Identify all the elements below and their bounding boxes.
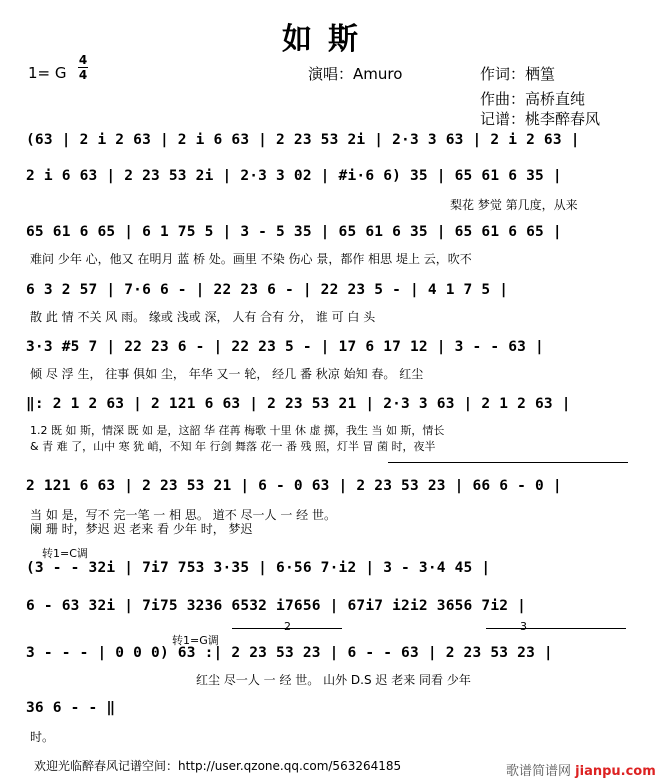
score-row-6-lyrics: 1.2 既 如 斯，情深 既 如 是，这韶 华 荏苒 梅歌 十里 休 虚 掷，我生 当 如 斯，情长 xyxy=(30,424,445,437)
transcriber-credit: 记谱：桃李醉春风 xyxy=(480,110,601,128)
score-row-10-notes: 3 - - - | 0 0 0) 63 :| 2 23 53 23 | 6 - - 63 | 2 23 53 23 | xyxy=(26,645,553,661)
score-row-2-lyrics: 梨花 梦觉 第几度，从来 xyxy=(450,198,578,212)
lyricist-credit: 作词：栖篁 xyxy=(480,65,556,83)
volta-bracket-3 xyxy=(486,628,626,629)
footer-credit: 欢迎光临醉春风记谱空间：http://user.qzone.qq.com/563264185 xyxy=(34,759,402,773)
score-row-5-notes: 3·3 #5 7 | 22 23 6 - | 22 23 5 - | 17 6 17 12 | 3 - - 63 | xyxy=(26,339,544,355)
score-row-1-notes: (63 | 2 i 2 63 | 2 i 6 63 | 2 23 53 2i | 2·3 3 63 | 2 i 2 63 | xyxy=(26,132,580,148)
volta-bracket-1 xyxy=(388,462,628,463)
time-signature-top: 4 xyxy=(78,53,88,67)
score-row-7-lyrics: 当 如 是，写不 完一笔 一 相 思。 道不 尽一人 一 经 世。 xyxy=(30,508,336,522)
score-row-3-notes: 65 61 6 65 | 6 1 75 5 | 3 - 5 35 | 65 61 6 35 | 65 61 6 65 | xyxy=(26,224,562,240)
score-row-7-lyrics-verse2: 阑 珊 时，梦迟 迟 老来 看 少年 时， 梦迟 xyxy=(30,522,253,536)
score-row-7-notes: 2 121 6 63 | 2 23 53 21 | 6 - 0 63 | 2 23 53 23 | 66 6 - 0 | xyxy=(26,478,562,494)
time-signature xyxy=(78,54,88,81)
score-row-4-notes: 6 3 2 57 | 7·6 6 - | 22 23 6 - | 22 23 5 - | 4 1 7 5 | xyxy=(26,282,509,298)
modulation-g: 转1=G调 xyxy=(172,634,219,647)
volta-number-2: 2 xyxy=(284,620,291,633)
score-row-11-lyrics: 时。 xyxy=(30,730,55,744)
score-row-11-notes: 36 6 - - ‖ xyxy=(26,700,116,716)
composer-credit: 作曲：高桥直纯 xyxy=(480,90,586,108)
song-title: 如斯 xyxy=(282,22,374,57)
volta-number-3: 3 xyxy=(520,620,527,633)
score-row-10-lyrics: 红尘 尽一人 一 经 世。 山外 D.S 迟 老来 同看 少年 xyxy=(196,673,471,687)
score-row-5-lyrics: 倾 尽 浮 生， 往事 俱如 尘， 年华 又一 轮， 经几 番 秋凉 始知 春。 红尘 xyxy=(30,367,424,381)
watermark xyxy=(506,760,656,779)
score-row-8-notes: (3 - - 32i | 7i7 753 3·35 | 6·56 7·i2 | 3 - 3·4 45 | xyxy=(26,560,491,576)
score-row-4-lyrics: 散 此 情 不关 风 雨。 缘或 浅或 深， 人有 合有 分， 谁 可 白 头 xyxy=(30,310,376,324)
score-row-3-lyrics: 难问 少年 心，他又 在明月 蓝 桥 处。画里 不染 伤心 景，都作 相思 堤上 云，吹不 xyxy=(30,252,472,266)
modulation-c: 转1=C调 xyxy=(42,547,88,560)
score-row-6-notes: ‖: 2 1 2 63 | 2 121 6 63 | 2 23 53 21 | 2·3 3 63 | 2 1 2 63 | xyxy=(26,396,571,412)
watermark-site-name: 歌谱简谱网 xyxy=(506,764,572,779)
key-signature: 1= G xyxy=(28,64,67,82)
score-row-9-notes: 6 - 63 32i | 7i75 3236 6532 i7656 | 67i7 i2i2 3656 7i2 | xyxy=(26,598,527,614)
time-signature-bottom: 4 xyxy=(78,68,88,82)
watermark-domain: jianpu.com xyxy=(575,764,656,779)
score-row-2-notes: 2 i 6 63 | 2 23 53 2i | 2·3 3 02 | #i·6 6) 35 | 65 61 6 35 | xyxy=(26,168,562,184)
score-row-6-lyrics-verse2: & 青 难 了，山中 寒 犹 峭，不知 年 行剑 舞落 花一 番 残 照，灯半 冒 菌 时，夜半 xyxy=(30,440,436,453)
singer-credit: 演唱：Amuro xyxy=(308,65,403,83)
